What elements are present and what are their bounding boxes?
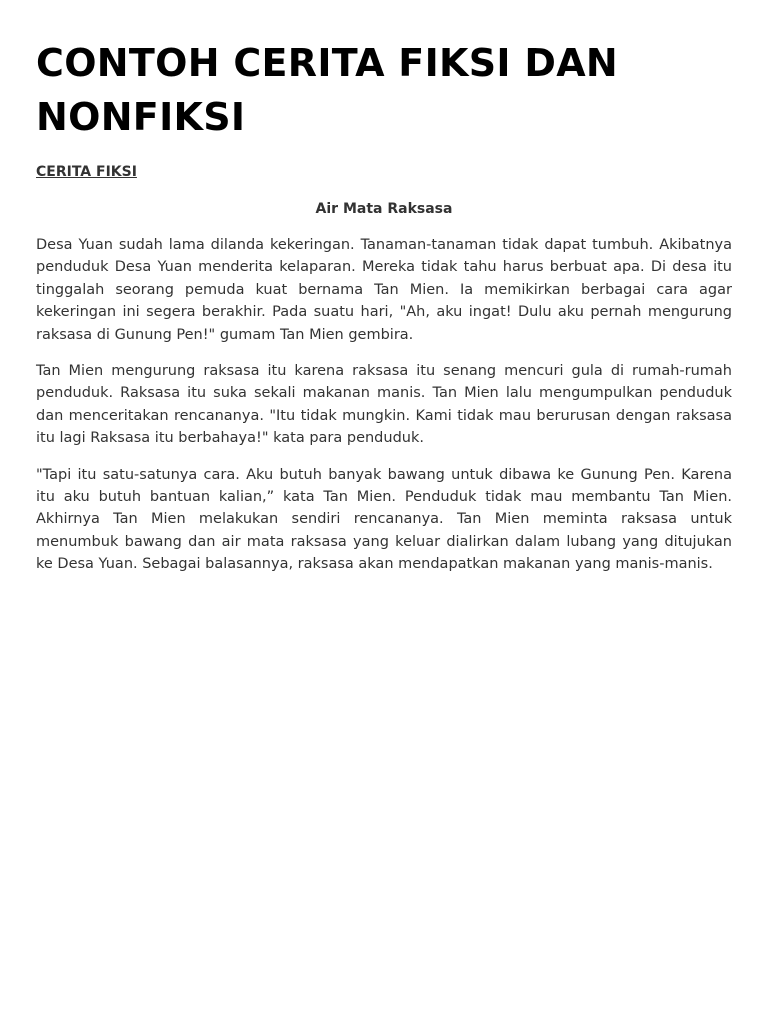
- story-title: Air Mata Raksasa: [315, 201, 453, 217]
- story-paragraph-3: "Tapi itu satu-satunya cara. Aku butuh banyak bawang untuk dibawa ke Gunung Pen. Karena itu aku butuh bantuan kalian,” kata Tan Mien. Penduduk tidak mau membantu Tan Mien. Akhirnya Tan Mien melakukan sendiri rencananya. Tan Mien meminta raksasa untuk menumbuk bawang dan air mata raksasa yang keluar dialirkan dalam lubang yang ditujukan ke Desa Yuan. Sebagai balasannya, raksasa akan mendapatkan makanan yang manis-manis.: [36, 466, 732, 573]
- section-label-cerita-fiksi: CERITA FIKSI: [36, 164, 137, 180]
- story-paragraph-2: Tan Mien mengurung raksasa itu karena raksasa itu senang mencuri gula di rumah-rumah penduduk. Raksasa itu suka sekali makanan manis. Tan Mien lalu mengumpulkan penduduk dan menceritakan rencananya. "Itu tidak mungkin. Kami tidak mau berurusan dengan raksasa itu lagi Raksasa itu berbahaya!" kata para penduduk.: [36, 363, 732, 447]
- story-paragraph-1: Desa Yuan sudah lama dilanda kekeringan. Tanaman-tanaman tidak dapat tumbuh. Akibatnya penduduk Desa Yuan menderita kelaparan. Mereka tidak tahu harus berbuat apa. Di desa itu tinggalah seorang pemuda kuat bernama Tan Mien. Ia memikirkan berbagai cara agar kekeringan ini segera berakhir. Pada suatu hari, "Ah, aku ingat! Dulu aku pernah mengurung raksasa di Gunung Pen!" gumam Tan Mien gembira.: [36, 237, 732, 343]
- document-title: CONTOH CERITA FIKSI DAN NONFIKSI: [36, 41, 619, 139]
